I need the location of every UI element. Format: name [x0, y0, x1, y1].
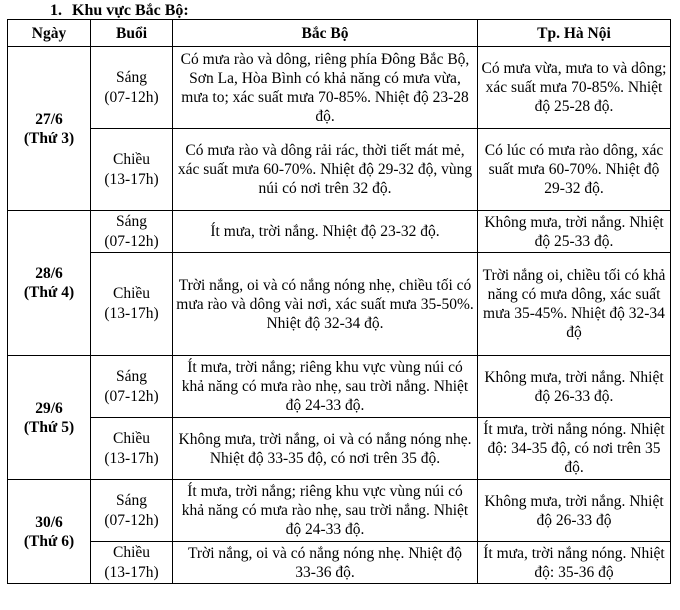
session-name: Sáng [116, 367, 147, 385]
session-name: Sáng [116, 212, 147, 230]
table-row [8, 480, 671, 542]
session-hours: (07-12h) [104, 232, 159, 250]
session-hours: (07-12h) [104, 88, 159, 106]
bac-bo-forecast: Có mưa rào và dông, riêng phía Đông Bắc Bộ, Sơn La, Hòa Bình có khả năng có mưa vừa, mưa to; xác suất mưa 70-85%. Nhiệt độ 23-28 độ. [173, 47, 478, 129]
session-cell [91, 418, 173, 480]
session-name: Chiều [112, 150, 151, 168]
session-name: Chiều [112, 285, 151, 302]
day-date: 29/6 [35, 399, 63, 417]
header-day: Ngày [8, 20, 91, 47]
bac-bo-forecast: Có mưa rào và dông rải rác, thời tiết mát mẻ, xác suất mưa 60-70%. Nhiệt độ 29-32 độ, vùng núi có nơi trên 32 độ. [173, 129, 478, 211]
day-weekday: (Thứ 5) [23, 418, 75, 436]
day-cell [8, 47, 91, 211]
day-weekday: (Thứ 6) [23, 532, 75, 550]
session-cell [91, 253, 173, 356]
day-cell [8, 211, 91, 356]
table-row [8, 253, 671, 356]
header-bac-bo: Bắc Bộ [173, 20, 478, 47]
table-row [8, 418, 671, 480]
session-cell [91, 211, 173, 253]
ha-noi-forecast: Không mưa, trời nắng. Nhiệt độ 25-33 độ. [478, 211, 671, 253]
table-row [8, 47, 671, 129]
header-ha-noi: Tp. Hà Nội [478, 20, 671, 47]
session-hours: (13-17h) [104, 305, 159, 322]
session-cell [91, 129, 173, 211]
table-row [8, 542, 671, 584]
ha-noi-forecast: Không mưa, trời nắng. Nhiệt độ 26-33 độ [478, 480, 671, 542]
bac-bo-forecast: Không mưa, trời nắng, oi và có nắng nóng nhẹ. Nhiệt độ 33-35 độ, có nơi trên 35 độ. [173, 418, 478, 480]
day-date: 27/6 [35, 110, 63, 128]
table-row [8, 211, 671, 253]
session-name: Chiều [112, 429, 151, 447]
ha-noi-forecast: Ít mưa, trời nắng nóng. Nhiệt độ: 34-35 độ, có nơi trên 35 độ. [478, 418, 671, 480]
session-hours: (13-17h) [104, 563, 159, 581]
session-cell [91, 480, 173, 542]
ha-noi-forecast: Ít mưa, trời nắng nóng. Nhiệt độ: 35-36 độ [478, 542, 671, 584]
table-row [8, 129, 671, 211]
bac-bo-forecast: Ít mưa, trời nắng. Nhiệt độ 23-32 độ. [173, 211, 478, 253]
ha-noi-forecast: Có lúc có mưa rào dông, xác suất mưa 60-70%. Nhiệt độ 29-32 độ. [478, 129, 671, 211]
day-cell [8, 480, 91, 584]
bac-bo-forecast: Trời nắng, oi và có nắng nóng nhẹ, chiều tối có mưa rào và dông vài nơi, xác suất mưa 35-50%. Nhiệt độ 32-34 độ. [173, 253, 478, 356]
day-weekday: (Thứ 3) [23, 129, 75, 147]
weather-forecast-table [7, 19, 671, 584]
bac-bo-forecast: Ít mưa, trời nắng; riêng khu vực vùng núi có khả năng có mưa rào nhẹ, sau trời nắng. Nhiệt độ 24-33 độ. [173, 480, 478, 542]
bac-bo-forecast: Trời nắng, oi và có nắng nóng nhẹ. Nhiệt độ 33-36 độ. [173, 542, 478, 584]
day-weekday: (Thứ 4) [23, 284, 75, 301]
table-header-row [8, 20, 671, 47]
day-date: 30/6 [35, 513, 63, 531]
section-heading [50, 2, 189, 20]
session-hours: (13-17h) [104, 170, 159, 188]
session-hours: (07-12h) [104, 511, 159, 529]
header-session: Buổi [91, 20, 173, 47]
session-cell [91, 542, 173, 584]
session-hours: (13-17h) [104, 449, 159, 467]
session-name: Sáng [116, 491, 147, 509]
bac-bo-forecast: Ít mưa, trời nắng; riêng khu vực vùng núi có khả năng có mưa rào nhẹ, sau trời nắng. Nhiệt độ 24-33 độ. [173, 356, 478, 418]
ha-noi-forecast: Không mưa, trời nắng. Nhiệt độ 26-33 độ. [478, 356, 671, 418]
session-cell [91, 356, 173, 418]
session-hours: (07-12h) [104, 387, 159, 405]
ha-noi-forecast: Trời nắng oi, chiều tối có khả năng có mưa dông, xác suất mưa 35-45%. Nhiệt độ 32-34 độ [478, 253, 671, 356]
section-title: Khu vực Bắc Bộ: [72, 2, 189, 19]
session-name: Chiều [112, 543, 151, 561]
ha-noi-forecast: Có mưa vừa, mưa to và dông; xác suất mưa 70-85%. Nhiệt độ 25-28 độ. [478, 47, 671, 129]
table-row [8, 356, 671, 418]
day-date: 28/6 [35, 265, 63, 282]
session-cell [91, 47, 173, 129]
day-cell [8, 356, 91, 480]
section-number: 1. [50, 2, 62, 19]
session-name: Sáng [116, 68, 147, 86]
